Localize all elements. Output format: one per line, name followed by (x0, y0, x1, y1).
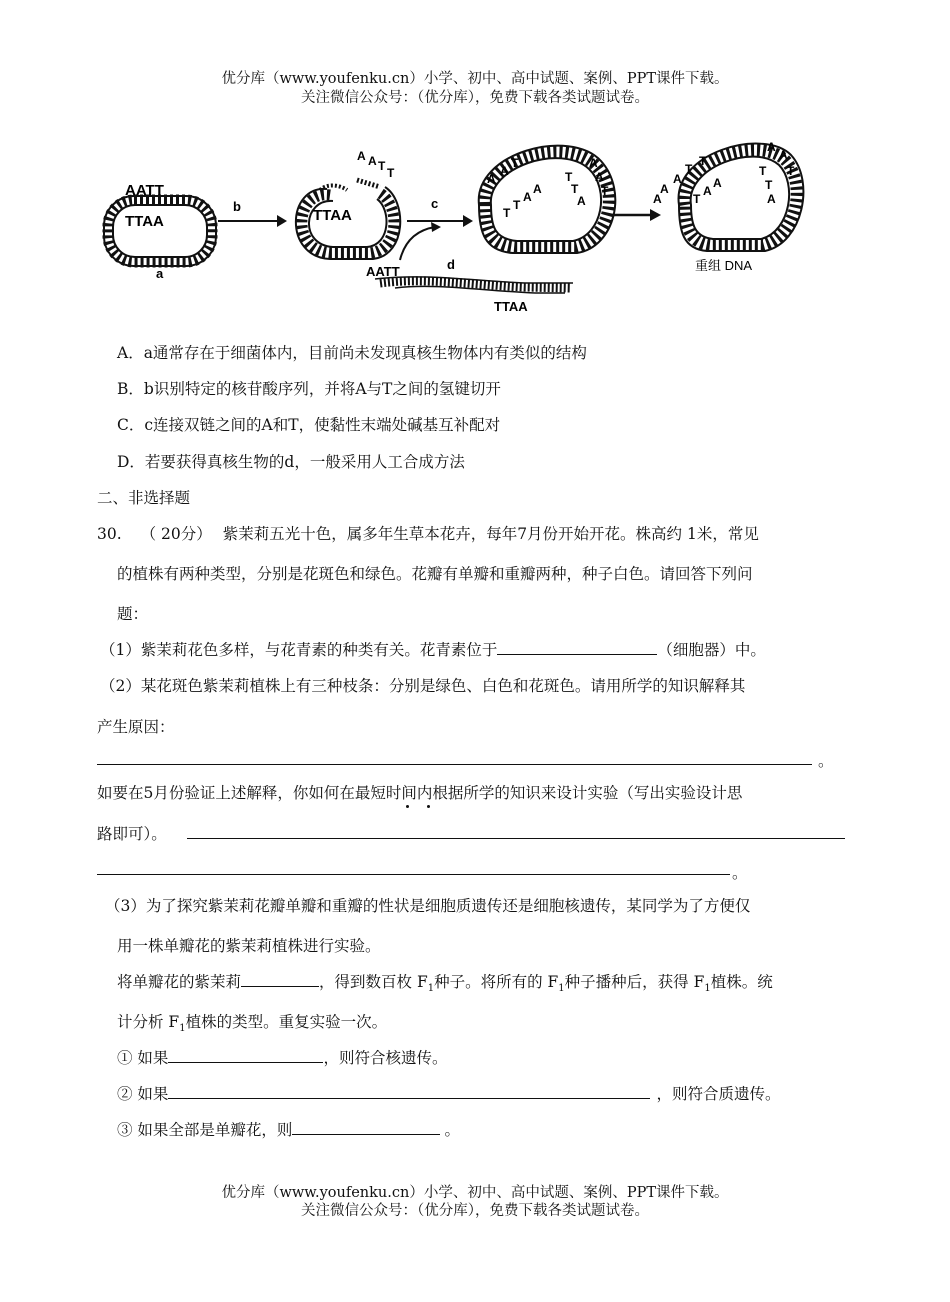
footer-line-2: 关注微信公众号：（优分库），免费下载各类试题试卷。 (301, 1203, 649, 1219)
p3-text-d: 种子播种后，获得 F (564, 973, 705, 991)
sticky-end-letters-2: A (368, 154, 377, 168)
recomb-letter-13: A (577, 194, 586, 208)
condition-1-post: ，则符合核遗传。 (323, 1049, 448, 1067)
final-letter-6: T (693, 192, 701, 206)
sticky-end-letters-4: T (387, 166, 395, 180)
period-1: 。 (818, 752, 834, 770)
blank-condition-2[interactable] (168, 1084, 650, 1099)
plasmid-a (104, 196, 216, 266)
fragment-right-seq: TTAA (494, 299, 528, 314)
q30-stem-1: 紫茉莉五光十色，属多年生草本花卉，每年7月份开始开花。株高约 1米，常见 (222, 525, 759, 543)
recomb-letter-9: A (595, 170, 604, 184)
recomb-letter-2: A (500, 164, 509, 178)
condition-3 (117, 1118, 460, 1140)
condition-1 (117, 1046, 447, 1068)
emphasis-dot-1 (406, 805, 409, 808)
final-letter-9: A (767, 140, 776, 154)
p3-l4-b: 植株的类型。重复实验一次。 (185, 1013, 388, 1031)
part-2-question-line-1: 如要在5月份验证上述解释，你如何在最短时间内根据所学的知识来设计实验（写出实验设计思 (97, 784, 743, 802)
final-letter-13: T (765, 178, 773, 192)
final-letter-10: A (779, 148, 788, 162)
condition-3-pre: ③ 如果全部是单瓣花，则 (117, 1121, 293, 1139)
q30-score: （ 20分） (140, 525, 212, 543)
p3-l4-a: 计分析 F (117, 1013, 180, 1031)
emphasis-dot-2 (427, 805, 430, 808)
fragment-left-seq: AATT (366, 264, 400, 279)
recomb-letter-1: A (487, 172, 496, 186)
label-a: a (156, 266, 164, 281)
q30-number: 30. (97, 525, 122, 543)
final-letter-1: A (660, 182, 669, 196)
q30-stem-2: 的植株有两种类型，分别是花斑色和绿色。花瓣有单瓣和重瓣两种，种子白色。请回答下列问 (117, 565, 753, 583)
final-letter-3: T (685, 162, 693, 176)
recomb-letter-5: T (513, 198, 521, 212)
final-letter-2: A (673, 172, 682, 186)
period-2: 。 (732, 864, 748, 882)
arrow-b-head (277, 215, 287, 227)
blank-explanation[interactable] (97, 764, 812, 765)
part-1 (100, 638, 766, 660)
condition-2-post: ，则符合质遗传。 (656, 1085, 781, 1103)
part-2-line-2: 产生原因： (97, 718, 175, 736)
recomb-letter-6: A (523, 190, 532, 204)
cut-seq: TTAA (313, 207, 352, 224)
sub-1c: 1 (704, 983, 711, 995)
sub-1b: 1 (558, 983, 565, 995)
q30-stem-3: 题： (117, 605, 149, 623)
condition-3-post: 。 (444, 1121, 460, 1139)
recomb-letter-7: A (533, 182, 542, 196)
blank-operation[interactable] (241, 972, 319, 987)
recombinant-dna-diagram (95, 135, 805, 320)
p3-text-c: 种子。将所有的 F (434, 973, 559, 991)
blank-condition-3[interactable] (292, 1120, 440, 1135)
plasmid-top-seq: AATT (125, 182, 164, 199)
part-1-pre: （1）紫茉莉花色多样，与花青素的种类有关。花青素位于 (100, 641, 498, 659)
condition-2 (117, 1082, 780, 1104)
arrow-final-head (650, 209, 661, 221)
p3-text-a: 将单瓣花的紫茉莉 (117, 973, 242, 991)
part-3-line-2: 用一株单瓣花的紫茉莉植株进行实验。 (117, 937, 381, 955)
recomb-letter-3: T (511, 156, 519, 170)
arrow-d-insert-head (431, 222, 441, 232)
condition-2-pre: ② 如果 (117, 1085, 169, 1103)
final-letter-4: T (699, 154, 707, 168)
sub-1a: 1 (427, 983, 435, 995)
blank-design-1[interactable] (187, 838, 845, 839)
recomb-letter-10: T (601, 184, 609, 198)
final-letter-12: T (759, 164, 767, 178)
label-c: c (431, 196, 439, 211)
arrow-d-insert (400, 227, 435, 260)
option-b: B．b识别特定的核苷酸序列，并将A与T之间的氢键切开 (117, 380, 501, 398)
header-line-1: 优分库（www.youfenku.cn）小学、初中、高中试题、案例、PPT课件下载。 (221, 71, 729, 87)
final-letter-5: A (653, 192, 662, 206)
plasmid-bottom-seq: TTAA (125, 213, 164, 230)
part-2-line-1: （2）某花斑色紫茉莉植株上有三种枝条：分别是绿色、白色和花斑色。请用所学的知识解释其 (100, 677, 746, 695)
final-letter-7: A (703, 184, 712, 198)
final-letter-11: T (787, 164, 795, 178)
fragment-d (375, 277, 573, 293)
recomb-letter-4: T (503, 206, 511, 220)
q30-line-1 (97, 522, 759, 544)
p3-text-b: ，得到数百枚 F (319, 973, 428, 991)
part-3-line-4 (117, 1010, 387, 1034)
final-letter-14: A (767, 192, 776, 206)
sticky-end-letters-1: A (357, 149, 366, 163)
arrow-c-head (463, 215, 473, 227)
recombinant-label: 重组 DNA (695, 258, 753, 273)
part-3-line-3 (117, 970, 773, 994)
label-b: b (233, 199, 241, 214)
header-line-2: 关注微信公众号：（优分库），免费下载各类试题试卷。 (301, 90, 649, 106)
option-c: C．c连接双链之间的A和T，使黏性末端处碱基互补配对 (117, 416, 501, 434)
sticky-end-letters-3: T (378, 159, 386, 173)
part-2-question-line-2: 路即可）。 (97, 825, 167, 843)
label-d: d (447, 257, 455, 272)
blank-organelle[interactable] (497, 640, 657, 655)
part-1-post: （细胞器）中。 (657, 641, 766, 659)
sub-1d: 1 (179, 1023, 186, 1035)
option-a: A．a通常存在于细菌体内，目前尚未发现真核生物体内有类似的结构 (117, 344, 587, 362)
recomb-letter-11: T (565, 170, 573, 184)
p3-text-e: 植株。统 (710, 973, 773, 991)
blank-condition-1[interactable] (168, 1048, 323, 1063)
recomb-letter-12: T (571, 182, 579, 196)
blank-design-2[interactable] (97, 874, 730, 875)
condition-1-pre: ① 如果 (117, 1049, 169, 1067)
footer-line-1: 优分库（www.youfenku.cn）小学、初中、高中试题、案例、PPT课件下载。 (221, 1185, 729, 1201)
option-d: D．若要获得真核生物的d，一般采用人工合成方法 (117, 453, 465, 471)
section-title: 二、非选择题 (97, 489, 191, 507)
final-letter-8: A (713, 176, 722, 190)
part-3-line-1: （3）为了探究紫茉莉花瓣单瓣和重瓣的性状是细胞质遗传还是细胞核遗传，某同学为了方便仅 (105, 897, 751, 915)
recomb-letter-8: A (589, 156, 598, 170)
